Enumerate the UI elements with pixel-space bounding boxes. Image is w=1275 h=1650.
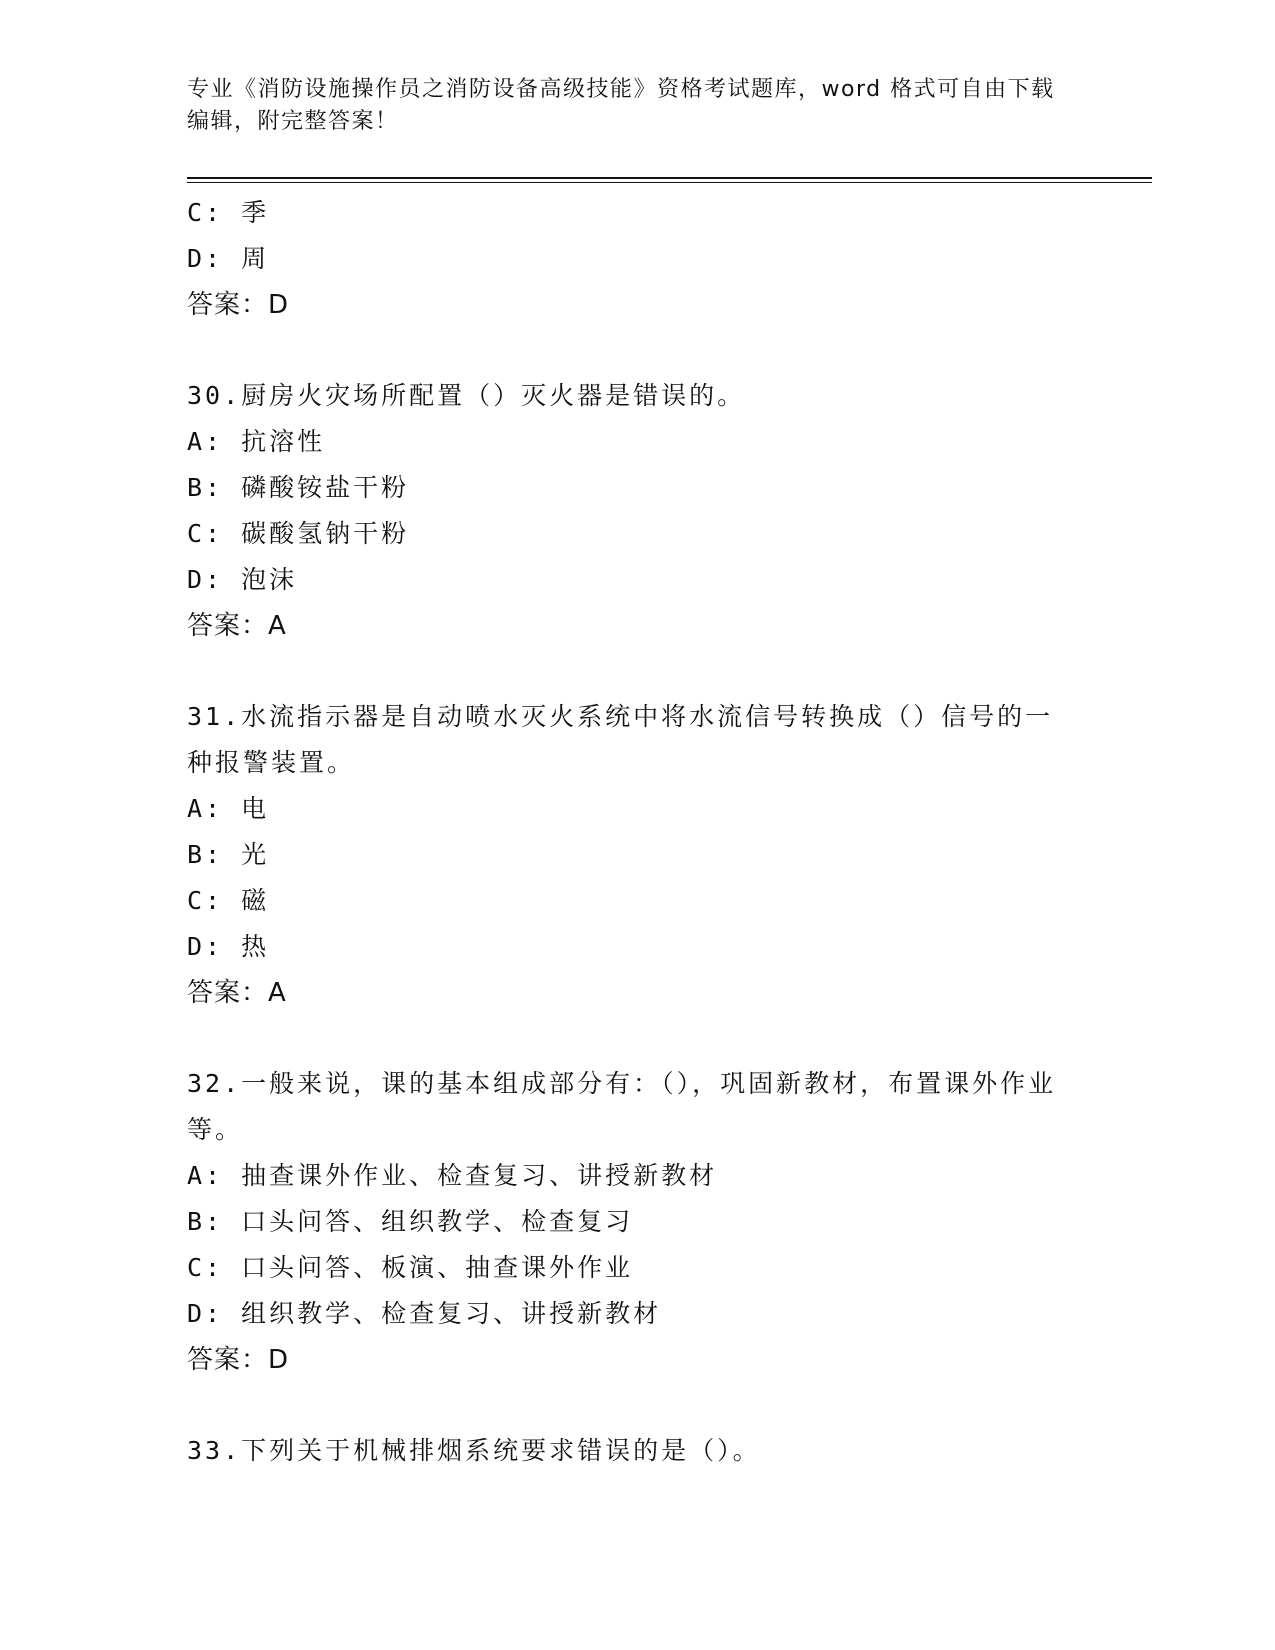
- option-b: B: 磷酸铵盐干粉: [187, 473, 410, 502]
- question-31: [187, 694, 1087, 1016]
- continued-question: [187, 190, 1087, 328]
- option-c: C: 碳酸氢钠干粉: [187, 519, 410, 548]
- document-header: 专业《消防设施操作员之消防设备高级技能》资格考试题库，word 格式可自由下载编辑，附完整答案！: [187, 77, 1055, 134]
- option-c: C: 口头问答、板演、抽查课外作业: [187, 1253, 634, 1282]
- question-30: [187, 373, 1087, 649]
- option-b: B: 口头问答、组织教学、检查复习: [187, 1207, 634, 1236]
- question-text: 33.下列关于机械排烟系统要求错误的是（）。: [187, 1436, 761, 1465]
- spacer: [187, 649, 1087, 694]
- question-text: 32.一般来说，课的基本组成部分有：（），巩固新教材，布置课外作业等。: [187, 1069, 1057, 1144]
- option-d: D: 泡沫: [187, 565, 298, 594]
- header-divider-thin: [187, 182, 1152, 183]
- spacer: [187, 1383, 1087, 1428]
- option-c: C: 磁: [187, 886, 270, 915]
- option-d: D: 周: [187, 244, 270, 273]
- answer: 答案：A: [187, 611, 287, 641]
- option-b: B: 光: [187, 840, 270, 869]
- answer: 答案：D: [187, 1345, 290, 1375]
- question-text: 30.厨房火灾场所配置（）灭火器是错误的。: [187, 381, 746, 410]
- question-32: [187, 1061, 1087, 1383]
- option-a: A: 抽查课外作业、检查复习、讲授新教材: [187, 1161, 718, 1190]
- answer: 答案：D: [187, 290, 290, 320]
- answer: 答案：A: [187, 978, 287, 1008]
- spacer: [187, 1016, 1087, 1061]
- question-text: 31.水流指示器是自动喷水灭火系统中将水流信号转换成（）信号的一种报警装置。: [187, 702, 1054, 777]
- option-a: A: 抗溶性: [187, 427, 326, 456]
- header-divider-thick: [187, 177, 1152, 179]
- spacer: [187, 328, 1087, 373]
- option-a: A: 电: [187, 794, 270, 823]
- question-list: [187, 190, 1087, 1474]
- option-d: D: 组织教学、检查复习、讲授新教材: [187, 1299, 662, 1328]
- option-c: C: 季: [187, 198, 270, 227]
- option-d: D: 热: [187, 932, 270, 961]
- question-33: [187, 1428, 1087, 1474]
